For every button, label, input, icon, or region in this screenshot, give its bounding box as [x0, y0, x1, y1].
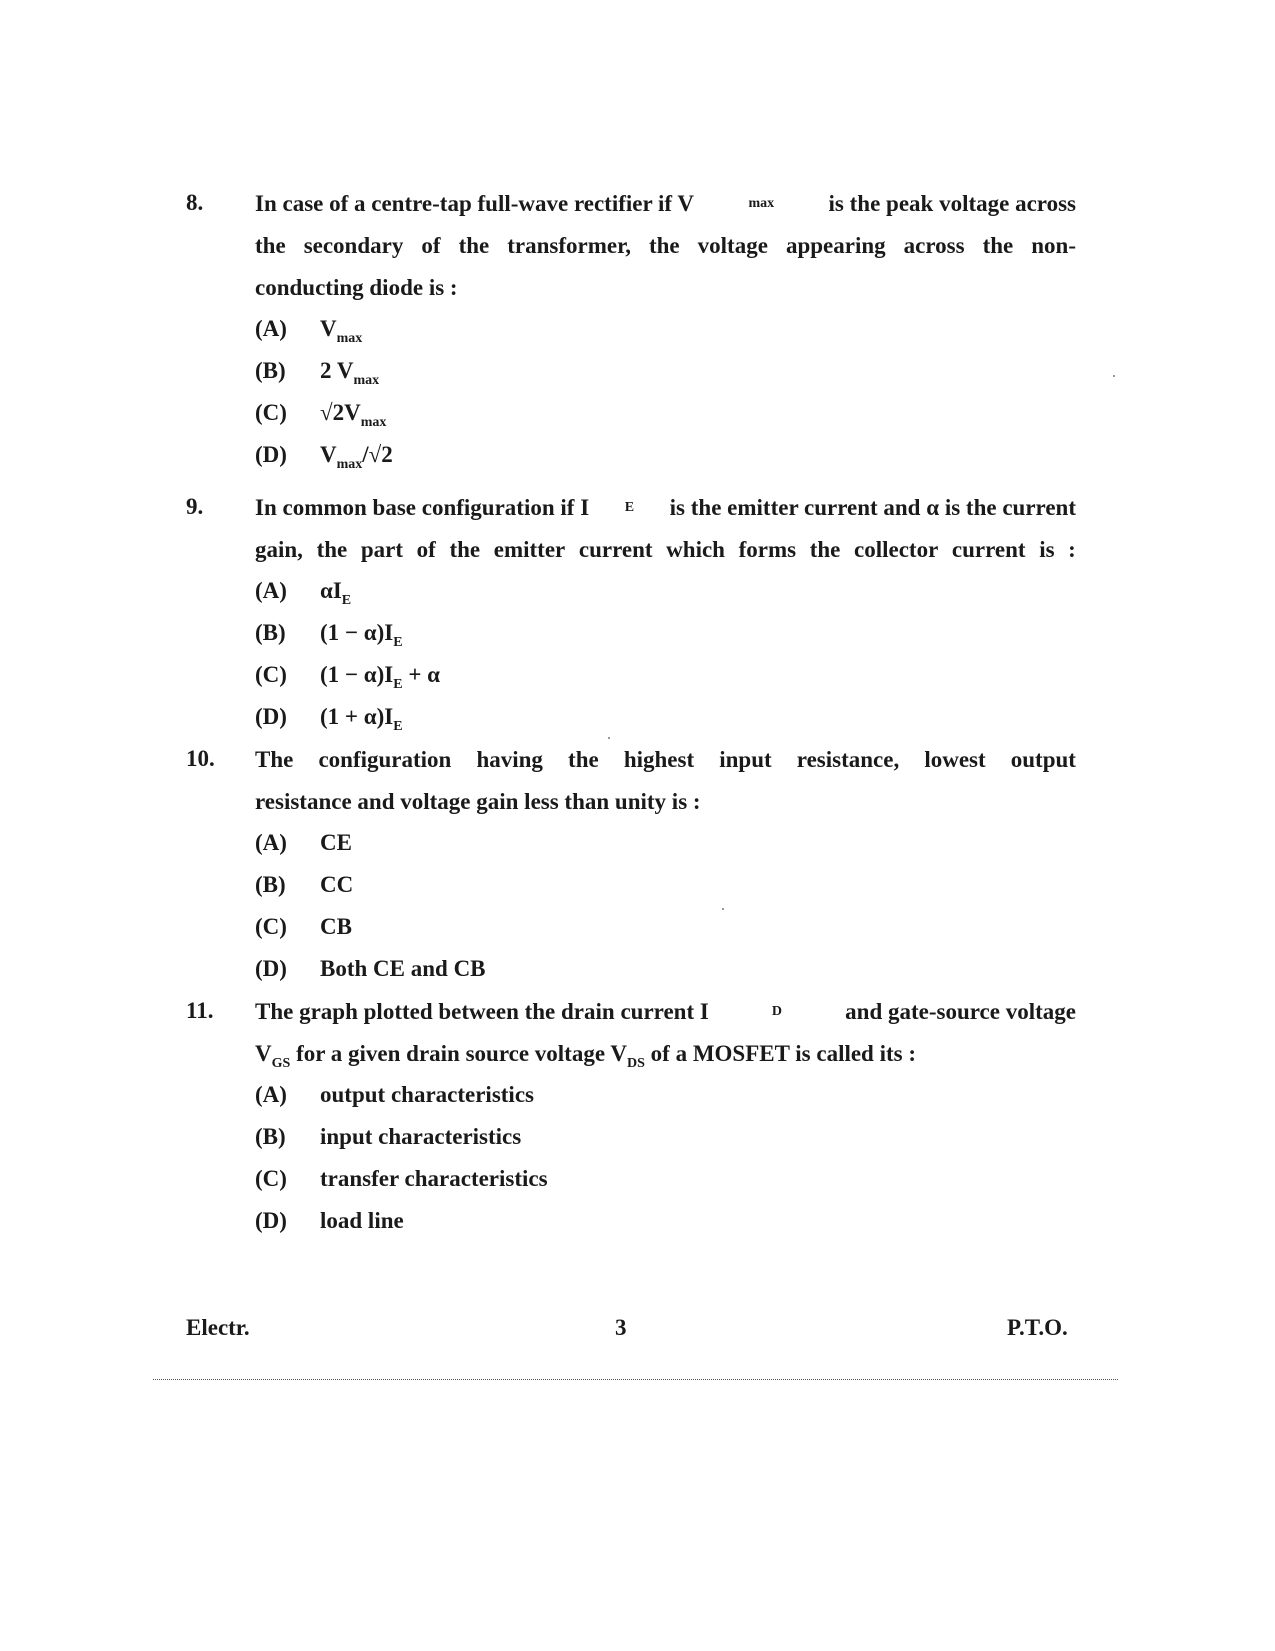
option-text: $\alpha I_E$ — [320, 578, 352, 608]
option-text: transfer characteristics — [320, 1166, 548, 1191]
question-text-line — [255, 494, 1076, 522]
question-text-line: resistance and voltage gain less than unity is : — [255, 789, 701, 814]
question-number: 9. — [186, 494, 204, 519]
option-label: (C) — [255, 400, 287, 425]
option-label: (D) — [255, 704, 287, 729]
option-text: $(1 + \alpha)I_E$ — [320, 704, 403, 734]
text-part: In case of a centre-tap full-wave rectifier if V — [255, 191, 695, 216]
option-text: CE — [320, 830, 352, 855]
subscript: DS — [627, 1056, 645, 1071]
footer-pto: P.T.O. — [1007, 1315, 1068, 1340]
question-number: 11. — [186, 998, 214, 1023]
word: the — [648, 233, 680, 258]
word: having — [476, 747, 543, 772]
option-label: (A) — [255, 1082, 287, 1107]
word: configuration — [318, 747, 452, 772]
scan-speck — [722, 908, 724, 910]
word: appearing — [785, 233, 886, 258]
word: secondary — [303, 233, 404, 258]
word: the — [458, 233, 490, 258]
word: output — [1010, 747, 1076, 772]
word: across — [903, 233, 965, 258]
word: transformer, — [507, 233, 631, 258]
question-text-line — [255, 1040, 916, 1078]
text-part: V — [255, 1041, 272, 1066]
option-text: $√2V_{max}$ — [320, 400, 387, 430]
option-label: (C) — [255, 662, 287, 687]
option-label: (B) — [255, 1124, 286, 1149]
word: which — [666, 537, 725, 562]
text-part: for a given drain source voltage V — [290, 1041, 627, 1066]
option-label: (C) — [255, 1166, 287, 1191]
footer-page-number: 3 — [615, 1315, 627, 1340]
option-text: load line — [320, 1208, 404, 1233]
question-text-line — [255, 536, 1076, 564]
word: The — [255, 747, 294, 772]
subscript: E — [624, 500, 635, 515]
word: emitter — [493, 537, 566, 562]
option-text: $(1 - \alpha)I_E$ — [320, 620, 403, 650]
word: current — [951, 537, 1026, 562]
option-label: (A) — [255, 578, 287, 603]
word: forms — [738, 537, 797, 562]
option-label: (B) — [255, 872, 286, 897]
option-text: 2 $V_{max}$ — [320, 358, 380, 388]
question-text-line — [255, 998, 1076, 1026]
subscript: D — [771, 1004, 783, 1019]
word: current — [578, 537, 653, 562]
question-text-line — [255, 190, 1076, 218]
subscript: GS — [271, 1056, 291, 1071]
scan-speck — [608, 737, 610, 739]
question-text-line — [255, 232, 1076, 260]
word: the — [809, 537, 841, 562]
word: the — [255, 233, 286, 258]
text-part: is the emitter current and α is the current — [669, 495, 1076, 520]
word: of — [416, 537, 436, 562]
word: the — [449, 537, 481, 562]
word: non- — [1031, 233, 1076, 258]
question-text-line — [255, 746, 1076, 774]
word: the — [982, 233, 1014, 258]
subscript: max — [748, 196, 775, 211]
option-label: (D) — [255, 1208, 287, 1233]
option-text: $V_{max}/√2$ — [320, 442, 393, 472]
word: the — [568, 747, 599, 772]
word: part — [360, 537, 404, 562]
option-text: output characteristics — [320, 1082, 534, 1107]
question-number: 10. — [186, 746, 215, 771]
word: voltage — [697, 233, 768, 258]
option-label: (D) — [255, 442, 287, 467]
word: resistance, — [796, 747, 900, 772]
question-number: 8. — [186, 190, 204, 215]
word: gain, — [255, 537, 303, 562]
option-text: CB — [320, 914, 352, 939]
option-label: (A) — [255, 830, 287, 855]
word: is — [1039, 537, 1055, 562]
word: : — [1068, 537, 1076, 562]
text-part: is the peak voltage across — [828, 191, 1076, 216]
scan-speck — [1113, 375, 1115, 377]
word: input — [719, 747, 772, 772]
text-part: and gate-source voltage — [845, 999, 1076, 1024]
word: lowest — [924, 747, 986, 772]
option-text: $V_{max}$ — [320, 316, 363, 346]
option-label: (A) — [255, 316, 287, 341]
option-label: (D) — [255, 956, 287, 981]
question-text-line: conducting diode is : — [255, 275, 458, 300]
option-text: $(1 - \alpha)I_E + \alpha$ — [320, 662, 441, 692]
option-text: input characteristics — [320, 1124, 522, 1149]
option-label: (C) — [255, 914, 287, 939]
option-label: (B) — [255, 620, 286, 645]
footer-dotted-rule — [153, 1379, 1118, 1380]
footer-subject: Electr. — [186, 1315, 250, 1340]
option-text: Both CE and CB — [320, 956, 486, 981]
text-part: The graph plotted between the drain current I — [255, 999, 709, 1024]
option-text: CC — [320, 872, 354, 897]
word: of — [421, 233, 441, 258]
word: collector — [854, 537, 939, 562]
text-part: of a MOSFET is called its : — [644, 1041, 917, 1066]
option-label: (B) — [255, 358, 286, 383]
word: the — [316, 537, 348, 562]
word: highest — [623, 747, 695, 772]
text-part: In common base configuration if I — [255, 495, 590, 520]
